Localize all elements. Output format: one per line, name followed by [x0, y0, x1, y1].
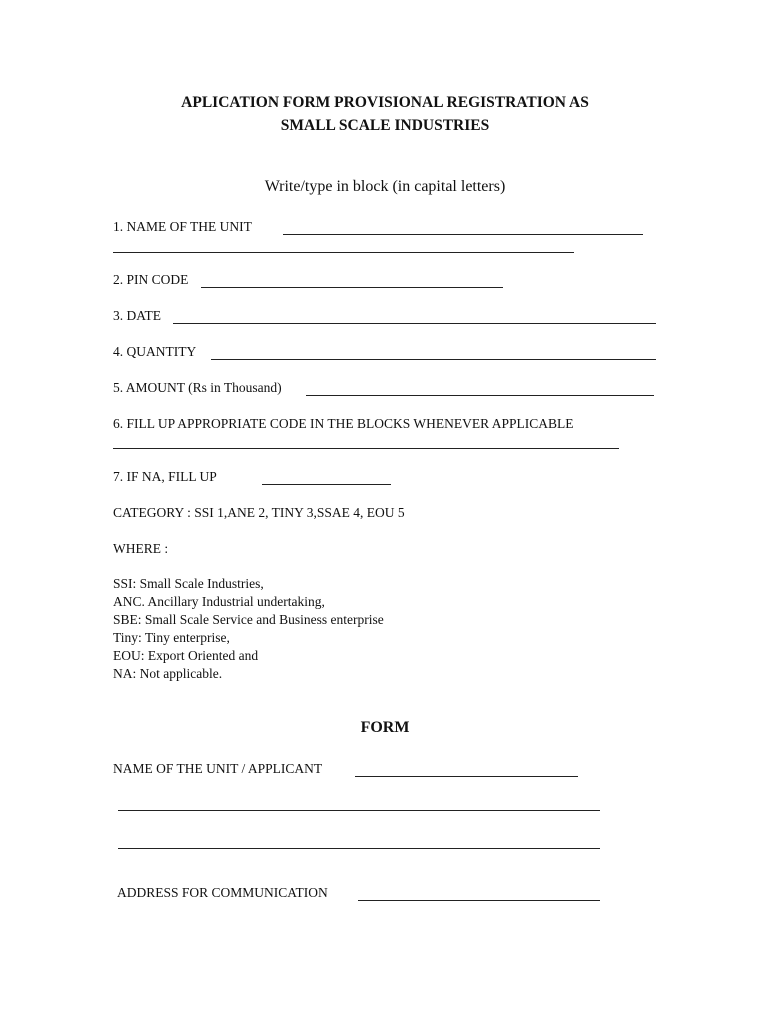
where-label: WHERE : [113, 541, 169, 556]
form-title-line-2: SMALL SCALE INDUSTRIES [280, 117, 490, 134]
amount-label: 5. AMOUNT (Rs in Thousand) [113, 380, 282, 395]
fill-up-code-label: 6. FILL UP APPROPRIATE CODE IN THE BLOCKS WHENEVER APPLICABLE [113, 416, 574, 431]
name-of-unit-label: 1. NAME OF THE UNIT [113, 219, 252, 234]
fill-up-code-input[interactable] [113, 434, 619, 449]
name-of-unit-input-line-2[interactable] [113, 238, 574, 253]
pin-code-label: 2. PIN CODE [113, 272, 189, 287]
definition-anc: ANC. Ancillary Industrial undertaking, [113, 594, 325, 609]
quantity-input[interactable] [211, 345, 656, 360]
definition-na: NA: Not applicable. [113, 666, 223, 681]
applicant-input-line-3[interactable] [118, 834, 600, 849]
address-input[interactable] [358, 886, 600, 901]
address-label: ADDRESS FOR COMMUNICATION [117, 885, 328, 900]
if-na-label: 7. IF NA, FILL UP [113, 469, 217, 484]
definition-tiny: Tiny: Tiny enterprise, [113, 630, 230, 645]
if-na-input[interactable] [262, 470, 391, 485]
category-text: CATEGORY : SSI 1,ANE 2, TINY 3,SSAE 4, EOU 5 [113, 505, 405, 520]
instruction-text: Write/type in block (in capital letters) [264, 178, 506, 195]
applicant-input[interactable] [355, 762, 578, 777]
amount-input[interactable] [306, 381, 654, 396]
applicant-input-line-2[interactable] [118, 796, 600, 811]
date-label: 3. DATE [113, 308, 161, 323]
definition-ssi: SSI: Small Scale Industries, [113, 576, 264, 591]
definition-eou: EOU: Export Oriented and [113, 648, 259, 663]
definition-sbe: SBE: Small Scale Service and Business enterprise [113, 612, 384, 627]
quantity-label: 4. QUANTITY [113, 344, 197, 359]
date-input[interactable] [173, 309, 656, 324]
applicant-label: NAME OF THE UNIT / APPLICANT [113, 761, 323, 776]
name-of-unit-input[interactable] [283, 220, 643, 235]
pin-code-input[interactable] [201, 273, 503, 288]
form-heading: FORM [360, 719, 410, 736]
form-title-line-1: APLICATION FORM PROVISIONAL REGISTRATION AS [181, 94, 589, 111]
